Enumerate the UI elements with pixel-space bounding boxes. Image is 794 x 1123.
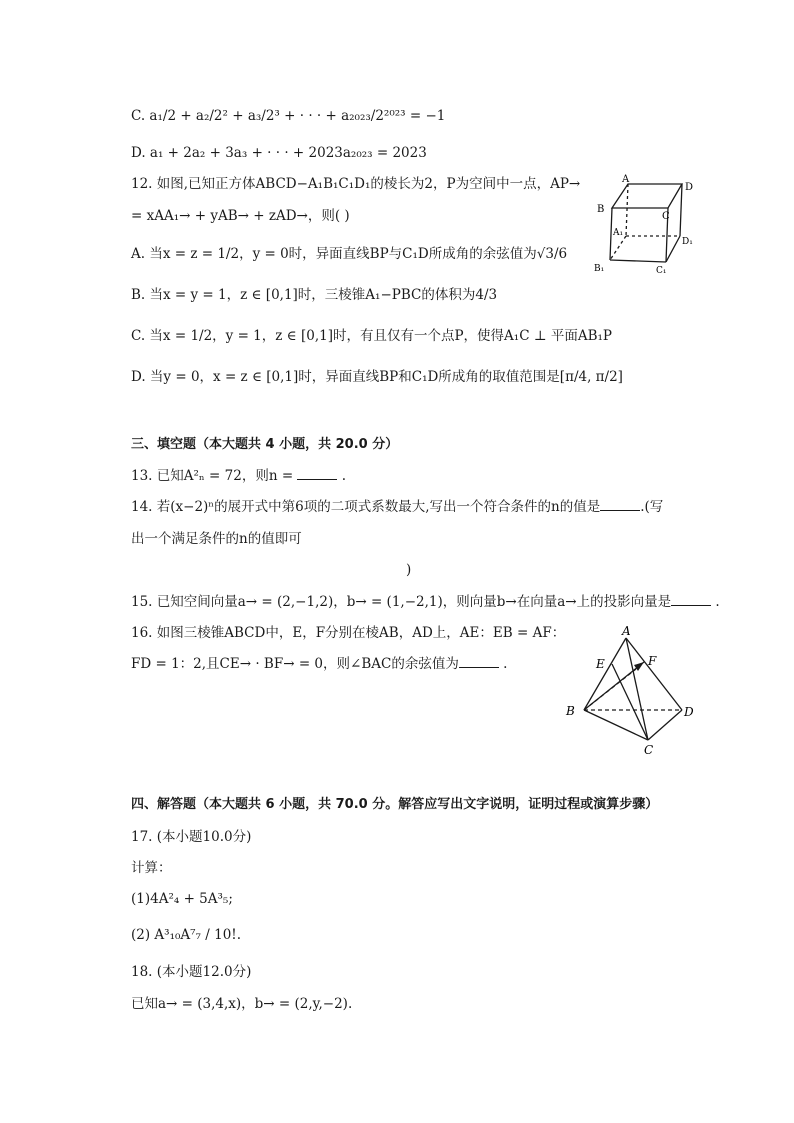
q12-option-c: C. 当x = 1/2，y = 1，z ∈ [0,1]时，有且仅有一个点P，使得A₁C ⊥ 平面AB₁P — [131, 328, 612, 344]
q17-header: 17. (本小题10.0分) — [131, 829, 252, 845]
q16-text: FD = 1：2,且CE→ · BF→ = 0，则∠BAC的余弦值为 — [131, 656, 459, 672]
cube-label-a1: A₁ — [613, 228, 624, 238]
cube-label-b1: B₁ — [594, 264, 605, 274]
tetrahedron-figure — [562, 624, 698, 758]
tetra-label-b: B — [566, 704, 575, 718]
q12-stem-2: = xAA₁→ + yAB→ + zAD→，则( ) — [131, 208, 350, 224]
cube-label-d1: D₁ — [682, 237, 693, 247]
q16-line-2: FD = 1：2,且CE→ · BF→ = 0，则∠BAC的余弦值为 . — [131, 656, 508, 672]
q14-line-3: ) — [406, 562, 412, 578]
q18-header: 18. (本小题12.0分) — [131, 964, 252, 980]
q17-part-2: (2) A³₁₀A⁷₇ / 10!. — [131, 927, 241, 943]
tetra-label-f: F — [648, 654, 657, 668]
q14-end: .(写 — [640, 499, 664, 515]
tetra-label-a: A — [622, 624, 631, 638]
q13: 13. 已知A²ₙ = 72，则n = . — [131, 468, 347, 484]
q14-blank — [600, 498, 640, 511]
q16-blank — [459, 655, 499, 668]
q13-text: 13. 已知A²ₙ = 72，则n = — [131, 468, 294, 484]
c-option: C. a₁/2 + a₂/2² + a₃/2³ + · · · + a₂₀₂₃/2²⁰²³ = −1 — [131, 108, 446, 124]
cube-label-a: A — [622, 174, 630, 185]
cube-label-d: D — [685, 182, 694, 193]
tetra-label-d: D — [684, 705, 694, 719]
section-4-title: 四、解答题（本大题共 6 小题，共 70.0 分。解答应写出文字说明，证明过程或演算步骤） — [131, 797, 659, 812]
q12-option-b: B. 当x = y = 1，z ∈ [0,1]时，三棱锥A₁−PBC的体积为4/3 — [131, 287, 498, 303]
d-option: D. a₁ + 2a₂ + 3a₃ + · · · + 2023a₂₀₂₃ = 2023 — [131, 145, 427, 161]
tetra-label-e: E — [596, 657, 605, 671]
q12-stem-1: 12. 如图,已知正方体ABCD−A₁B₁C₁D₁的棱长为2，P为空间中一点，AP→ — [131, 176, 581, 192]
q14-line-2: 出一个满足条件的n的值即可 — [131, 531, 302, 547]
q15-text: 15. 已知空间向量a→ = (2,−1,2)，b→ = (1,−2,1)，则向量b→在向量a→上的投影向量是 — [131, 594, 672, 610]
q13-blank — [297, 467, 337, 480]
q17-calc: 计算： — [131, 860, 172, 876]
q15-blank — [671, 593, 711, 606]
tetra-label-c: C — [644, 743, 654, 757]
cube-figure — [588, 172, 700, 276]
q16-line-1: 16. 如图三棱锥ABCD中，E，F分别在棱AB，AD上，AE：EB = AF： — [131, 625, 566, 641]
q15: 15. 已知空间向量a→ = (2,−1,2)，b→ = (1,−2,1)，则向量b→在向量a→上的投影向量是 . — [131, 594, 720, 610]
cube-label-b: B — [597, 204, 605, 215]
cube-label-c: C — [662, 211, 670, 222]
q12-option-a: A. 当x = z = 1/2，y = 0时，异面直线BP与C₁D所成角的余弦值为√3/6 — [131, 246, 568, 262]
q18-stem: 已知a→ = (3,4,x)，b→ = (2,y,−2). — [131, 996, 353, 1012]
q12-option-d: D. 当y = 0，x = z ∈ [0,1]时，异面直线BP和C₁D所成角的取值范围是[π/4, π/2] — [131, 369, 623, 385]
q17-part-1: (1)4A²₄ + 5A³₅; — [131, 891, 233, 907]
section-3-title: 三、填空题（本大题共 4 小题，共 20.0 分） — [131, 437, 399, 452]
q14-text: 14. 若(x−2)ⁿ的展开式中第6项的二项式系数最大,写出一个符合条件的n的值是 — [131, 499, 601, 515]
q14-line-1 — [131, 497, 663, 517]
cube-label-c1: C₁ — [656, 266, 667, 276]
